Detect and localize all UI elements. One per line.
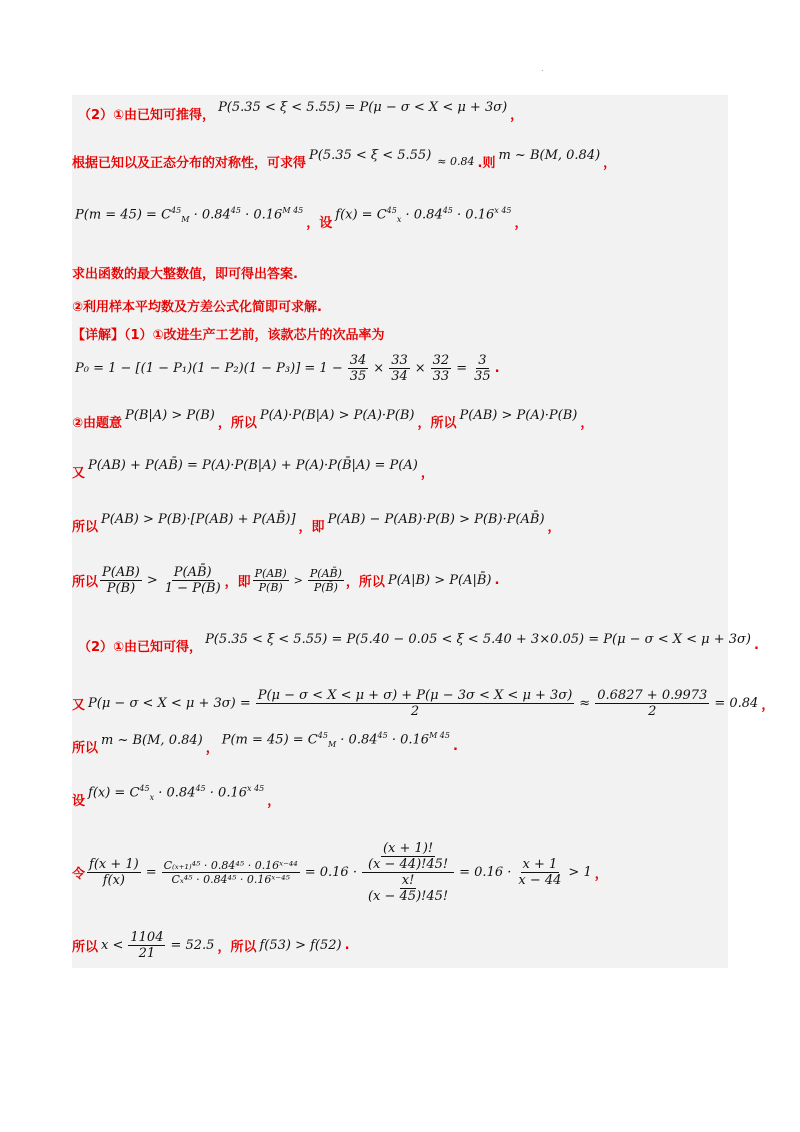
sup: 45 bbox=[386, 206, 397, 216]
fraction bbox=[162, 859, 300, 886]
part2-text: ， bbox=[205, 740, 219, 756]
fraction bbox=[128, 930, 165, 961]
denominator: P(B̄) bbox=[313, 580, 338, 594]
denominator: 2 bbox=[410, 703, 420, 719]
part2-text: ，所以 bbox=[217, 939, 257, 955]
f-part: · 0.16 bbox=[391, 732, 430, 748]
numerator: 33 bbox=[391, 352, 408, 368]
analysis-line-3 bbox=[72, 203, 528, 239]
fraction bbox=[366, 873, 450, 904]
numerator: P(AB) bbox=[102, 564, 140, 580]
formula bbox=[88, 784, 264, 802]
denominator: Cₓ⁴⁵ · 0.84⁴⁵ · 0.16ˣ⁻⁴⁵ bbox=[171, 872, 290, 886]
detail-title: 【详解】（1）①改进生产工艺前，该款芯片的次品率为 bbox=[72, 327, 385, 343]
analysis-text: .则 bbox=[477, 155, 496, 171]
analysis-text: 求出函数的最大整数值，即可得出答案. bbox=[72, 266, 298, 282]
part2-line-6 bbox=[72, 923, 350, 967]
fraction bbox=[100, 565, 142, 596]
punct: ， bbox=[267, 793, 281, 809]
punct: ， bbox=[580, 415, 594, 431]
equals: = bbox=[145, 864, 157, 880]
f-part: · 0.16 bbox=[457, 207, 495, 223]
formula: = 52.5 bbox=[170, 937, 215, 953]
punct: . bbox=[452, 738, 458, 754]
punct: ， bbox=[547, 519, 561, 535]
detail-text: ，所以 bbox=[345, 574, 385, 590]
formula: P(A|B) > P(A|B̄) bbox=[387, 572, 492, 588]
fraction bbox=[256, 688, 575, 719]
denominator: 35 bbox=[474, 368, 491, 384]
sub: x bbox=[396, 214, 402, 224]
analysis-text: ，设 bbox=[306, 215, 333, 231]
denominator: (x − 45)!45! bbox=[367, 888, 449, 904]
sup: x 45 bbox=[247, 784, 265, 794]
formula: P(μ − σ < X < μ + 3σ) = bbox=[88, 695, 251, 711]
detail-line-4 bbox=[72, 453, 434, 489]
times: × bbox=[373, 360, 385, 376]
punct: . bbox=[494, 572, 500, 588]
formula: > 1 bbox=[568, 864, 592, 880]
part2-text: 令 bbox=[72, 866, 86, 882]
numerator: x + 1 bbox=[522, 856, 558, 872]
f-part: · 0.84 bbox=[340, 732, 378, 748]
numerator: P(μ − σ < X < μ + σ) + P(μ − 3σ < X < μ + 3σ) bbox=[257, 687, 573, 703]
fraction bbox=[253, 567, 289, 594]
detail-text: 又 bbox=[72, 465, 86, 481]
equals: = bbox=[456, 360, 468, 376]
punct: . bbox=[753, 637, 759, 653]
numerator: 32 bbox=[432, 352, 450, 368]
punct: ， bbox=[420, 465, 434, 481]
denominator: 21 bbox=[138, 945, 156, 961]
analysis-formula-2a: P(5.35 < ξ < 5.55) bbox=[309, 147, 432, 163]
gt: > bbox=[146, 572, 158, 588]
formula: P(5.35 < ξ < 5.55) = P(5.40 − 0.05 < ξ < 5.40 + 3×0.05) = P(μ − σ < X < μ + 3σ) bbox=[205, 631, 751, 647]
f-part: · 0.16 bbox=[245, 207, 283, 223]
sup: M 45 bbox=[429, 731, 450, 741]
numerator: f(x + 1) bbox=[89, 856, 139, 872]
fraction bbox=[163, 565, 223, 596]
header-mark: . bbox=[541, 64, 544, 73]
denominator: f(x) bbox=[102, 872, 126, 888]
approx: ≈ bbox=[579, 695, 591, 711]
detail-text: ，所以 bbox=[217, 415, 257, 431]
numerator: 3 bbox=[478, 352, 487, 368]
times: × bbox=[414, 360, 426, 376]
punct: ， bbox=[603, 155, 617, 171]
part2-text: 设 bbox=[72, 793, 86, 809]
part2-line-1 bbox=[78, 627, 759, 663]
sup: 45 bbox=[171, 206, 182, 216]
analysis-formula-3b bbox=[335, 206, 511, 224]
punct: . bbox=[494, 360, 500, 376]
formula: P(A)·P(B|A) > P(A)·P(B) bbox=[259, 407, 415, 423]
f-part: · 0.16 bbox=[209, 785, 248, 801]
formula: x < bbox=[101, 937, 124, 953]
formula: P(AB) > P(A)·P(B) bbox=[459, 407, 578, 423]
detail-line-3 bbox=[72, 403, 593, 439]
sup: x 45 bbox=[494, 206, 512, 216]
part2-text: 所以 bbox=[72, 740, 99, 756]
denominator: (x − 44)!45! bbox=[367, 856, 449, 872]
denominator: P(B) bbox=[258, 580, 283, 594]
analysis-line-4 bbox=[72, 260, 298, 284]
solution-panel bbox=[72, 95, 775, 968]
part2-line-2 bbox=[72, 678, 774, 728]
formula: P(AB) > P(B)·[P(AB) + P(AB̄)] bbox=[101, 511, 296, 527]
detail-text: ，即 bbox=[298, 519, 325, 535]
gt: > bbox=[293, 573, 303, 587]
denominator: 2 bbox=[648, 703, 657, 719]
sup: 45 bbox=[377, 731, 388, 741]
formula: m ~ B(M, 0.84) bbox=[101, 732, 203, 748]
denominator: 33 bbox=[432, 368, 450, 384]
analysis-line-1 bbox=[78, 95, 523, 131]
sup: 45 bbox=[317, 731, 328, 741]
denominator: 35 bbox=[349, 368, 367, 384]
f-part: · 0.84 bbox=[158, 785, 196, 801]
sub: x bbox=[149, 792, 155, 802]
denominator bbox=[362, 873, 454, 904]
f-part: · 0.84 bbox=[405, 207, 443, 223]
sup: 45 bbox=[442, 206, 453, 216]
detail-heading bbox=[72, 321, 385, 345]
punct: ， bbox=[761, 697, 775, 713]
f-part: P(m = 45) = C bbox=[75, 207, 172, 223]
numerator: 34 bbox=[349, 352, 367, 368]
analysis-text: 根据已知以及正态分布的对称性，可求得 bbox=[72, 155, 307, 171]
f-part: f(x) = C bbox=[88, 785, 140, 801]
part2-text: 所以 bbox=[72, 939, 99, 955]
detail-line-2 bbox=[72, 350, 500, 386]
numerator: 1104 bbox=[130, 929, 164, 945]
numerator: 0.6827 + 0.9973 bbox=[597, 687, 708, 703]
nested-fraction bbox=[362, 841, 454, 904]
p0-formula: P₀ = 1 − [(1 − P₁)(1 − P₂)(1 − P₃)] = 1 − bbox=[75, 360, 343, 376]
part2-line-4 bbox=[72, 781, 280, 817]
sup: M 45 bbox=[282, 206, 304, 216]
detail-line-6 bbox=[72, 555, 499, 605]
denominator: 1 − P(B) bbox=[164, 580, 221, 596]
fraction bbox=[87, 857, 141, 888]
punct: . bbox=[344, 937, 350, 953]
detail-text: ②由题意 bbox=[72, 415, 123, 431]
fraction bbox=[308, 567, 344, 594]
f-part: · 0.84 bbox=[193, 207, 231, 223]
numerator: C₍ₓ₊₁₎⁴⁵ · 0.84⁴⁵ · 0.16ˣ⁻⁴⁴ bbox=[163, 858, 298, 872]
part2-line-3 bbox=[72, 728, 458, 764]
analysis-formula-2b: ≈ 0.84 bbox=[437, 154, 475, 168]
formula: = 0.84 bbox=[714, 695, 759, 711]
detail-text: ，所以 bbox=[417, 415, 457, 431]
detail-text: 所以 bbox=[72, 574, 99, 590]
analysis-text: ②利用样本平均数及方差公式化简即可求解. bbox=[72, 299, 322, 315]
numerator: P(AB̄) bbox=[173, 564, 212, 580]
numerator: P(AB̄) bbox=[309, 566, 342, 580]
fraction bbox=[516, 857, 563, 888]
analysis-line-5 bbox=[72, 293, 322, 317]
denominator: 34 bbox=[391, 368, 408, 384]
numerator: P(AB) bbox=[254, 566, 287, 580]
fraction bbox=[472, 353, 493, 384]
analysis-formula-1: P(5.35 < ξ < 5.55) = P(μ − σ < X < μ + 3σ) bbox=[218, 99, 508, 115]
sup: 45 bbox=[139, 784, 150, 794]
sub: M bbox=[181, 214, 190, 224]
formula: f(53) > f(52) bbox=[259, 937, 342, 953]
part2-line-5 bbox=[72, 830, 608, 914]
sup: 45 bbox=[195, 784, 206, 794]
fraction bbox=[348, 353, 369, 384]
formula: = 0.16 · bbox=[459, 864, 512, 880]
formula: P(AB) + P(AB̄) = P(A)·P(B|A) + P(A)·P(B̄|A) = P(A) bbox=[88, 457, 418, 473]
sup: 45 bbox=[230, 206, 241, 216]
detail-text: ，即 bbox=[224, 574, 251, 590]
denominator: P(B) bbox=[106, 580, 136, 596]
numerator: x! bbox=[401, 872, 415, 888]
f-part: P(m = 45) = C bbox=[221, 732, 318, 748]
fraction bbox=[595, 688, 709, 719]
fraction bbox=[366, 841, 450, 872]
analysis-label: （2）①由已知可推得， bbox=[78, 107, 216, 123]
punct: ， bbox=[514, 215, 528, 231]
formula: = 0.16 · bbox=[304, 864, 357, 880]
detail-text: 所以 bbox=[72, 519, 99, 535]
part2-text: 又 bbox=[72, 697, 86, 713]
fraction bbox=[389, 353, 410, 384]
analysis-formula-2c: m ~ B(M, 0.84) bbox=[498, 147, 601, 163]
detail-line-5 bbox=[72, 507, 561, 543]
formula: P(B|A) > P(B) bbox=[125, 407, 215, 423]
analysis-formula-3a bbox=[75, 206, 303, 224]
fraction bbox=[431, 353, 452, 384]
punct: ， bbox=[594, 866, 608, 882]
analysis-line-2 bbox=[72, 143, 616, 179]
numerator bbox=[362, 841, 454, 873]
f-part: f(x) = C bbox=[335, 207, 387, 223]
part2-label: （2）①由已知可得， bbox=[78, 639, 203, 655]
numerator: (x + 1)! bbox=[382, 840, 434, 856]
punct: ， bbox=[510, 107, 524, 123]
formula bbox=[222, 731, 450, 749]
formula: P(AB) − P(AB)·P(B) > P(B)·P(AB̄) bbox=[327, 511, 545, 527]
denominator: x − 44 bbox=[518, 872, 562, 888]
sub: M bbox=[327, 739, 337, 749]
